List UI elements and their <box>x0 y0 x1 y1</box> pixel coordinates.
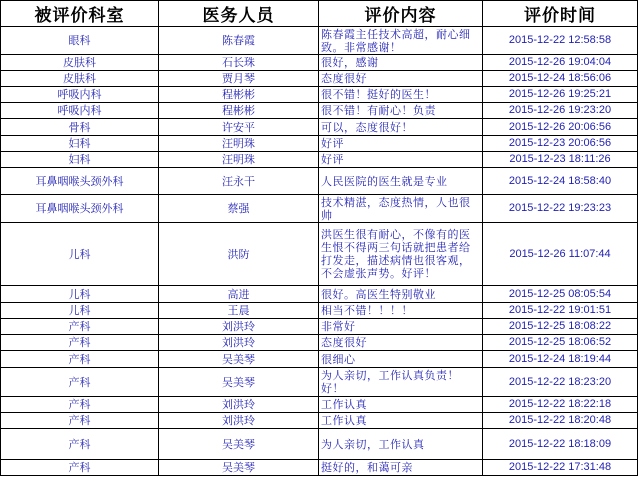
department-cell: 产科 <box>1 460 159 476</box>
department-cell: 产科 <box>1 351 159 368</box>
table-row <box>1 119 638 136</box>
table-row <box>1 429 638 460</box>
department-cell: 产科 <box>1 335 159 351</box>
column-header-content: 评价内容 <box>319 1 483 27</box>
content-cell: 非常好 <box>319 319 483 335</box>
department-cell: 妇科 <box>1 136 159 152</box>
table-row <box>1 286 638 303</box>
content-cell: 很不错！挺好的医生！ <box>319 87 483 103</box>
table-row <box>1 87 638 103</box>
department-cell: 皮肤科 <box>1 55 159 71</box>
time-cell: 2015-12-26 19:23:20 <box>483 103 638 119</box>
table-row <box>1 303 638 319</box>
staff-cell: 王晨 <box>159 303 319 319</box>
staff-cell: 吴美琴 <box>159 368 319 397</box>
staff-cell: 汪明珠 <box>159 152 319 168</box>
department-cell: 产科 <box>1 429 159 460</box>
content-cell: 很好。高医生特别敬业 <box>319 286 483 303</box>
table-row <box>1 319 638 335</box>
table-row <box>1 195 638 223</box>
table-row <box>1 335 638 351</box>
column-header-staff: 医务人员 <box>159 1 319 27</box>
content-cell: 为人亲切，工作认真负责！好！ <box>319 368 483 397</box>
staff-cell: 吴美琴 <box>159 429 319 460</box>
content-cell: 挺好的，和蔼可亲 <box>319 460 483 476</box>
staff-cell: 刘洪玲 <box>159 335 319 351</box>
time-cell: 2015-12-22 18:22:18 <box>483 397 638 413</box>
time-cell: 2015-12-22 19:23:23 <box>483 195 638 223</box>
department-cell: 儿科 <box>1 286 159 303</box>
staff-cell: 汪永干 <box>159 168 319 195</box>
content-cell: 态度很好 <box>319 71 483 87</box>
staff-cell: 高进 <box>159 286 319 303</box>
content-cell: 很好，感谢 <box>319 55 483 71</box>
time-cell: 2015-12-22 18:18:09 <box>483 429 638 460</box>
time-cell: 2015-12-22 18:20:48 <box>483 413 638 429</box>
staff-cell: 汪明珠 <box>159 136 319 152</box>
table-row <box>1 152 638 168</box>
table-row <box>1 351 638 368</box>
table-row <box>1 71 638 87</box>
column-header-time: 评价时间 <box>483 1 638 27</box>
table-row <box>1 168 638 195</box>
table-row <box>1 103 638 119</box>
staff-cell: 石长珠 <box>159 55 319 71</box>
content-cell: 洪医生很有耐心，不像有的医生恨不得两三句话就把患者给打发走，描述病情也很客观，不会虚张声势。好评！ <box>319 223 483 286</box>
department-cell: 皮肤科 <box>1 71 159 87</box>
staff-cell: 程彬彬 <box>159 103 319 119</box>
time-cell: 2015-12-25 08:05:54 <box>483 286 638 303</box>
department-cell: 产科 <box>1 397 159 413</box>
table-row <box>1 460 638 476</box>
content-cell: 技术精湛，态度热情，人也很帅 <box>319 195 483 223</box>
table-row <box>1 413 638 429</box>
staff-cell: 贾月琴 <box>159 71 319 87</box>
table-row <box>1 368 638 397</box>
department-cell: 产科 <box>1 368 159 397</box>
staff-cell: 许安平 <box>159 119 319 136</box>
time-cell: 2015-12-22 18:23:20 <box>483 368 638 397</box>
staff-cell: 吴美琴 <box>159 351 319 368</box>
staff-cell: 洪防 <box>159 223 319 286</box>
column-header-department: 被评价科室 <box>1 1 159 27</box>
time-cell: 2015-12-24 18:58:40 <box>483 168 638 195</box>
table-row <box>1 27 638 55</box>
department-cell: 儿科 <box>1 303 159 319</box>
table-row <box>1 136 638 152</box>
department-cell: 骨科 <box>1 119 159 136</box>
time-cell: 2015-12-25 18:08:22 <box>483 319 638 335</box>
time-cell: 2015-12-26 19:04:04 <box>483 55 638 71</box>
content-cell: 相当不错！！！！ <box>319 303 483 319</box>
department-cell: 产科 <box>1 319 159 335</box>
time-cell: 2015-12-24 18:56:06 <box>483 71 638 87</box>
department-cell: 儿科 <box>1 223 159 286</box>
content-cell: 态度很好 <box>319 335 483 351</box>
staff-cell: 刘洪玲 <box>159 413 319 429</box>
department-cell: 呼吸内科 <box>1 87 159 103</box>
table-row <box>1 55 638 71</box>
department-cell: 妇科 <box>1 152 159 168</box>
time-cell: 2015-12-26 11:07:44 <box>483 223 638 286</box>
staff-cell: 蔡强 <box>159 195 319 223</box>
table-body <box>1 27 638 476</box>
department-cell: 耳鼻咽喉头颈外科 <box>1 195 159 223</box>
staff-cell: 程彬彬 <box>159 87 319 103</box>
time-cell: 2015-12-26 19:25:21 <box>483 87 638 103</box>
content-cell: 陈春霞主任技术高超，耐心细致。非常感谢！ <box>319 27 483 55</box>
department-cell: 产科 <box>1 413 159 429</box>
table-row <box>1 223 638 286</box>
content-cell: 好评 <box>319 136 483 152</box>
table-header-row <box>1 1 638 27</box>
time-cell: 2015-12-22 12:58:58 <box>483 27 638 55</box>
time-cell: 2015-12-22 19:01:51 <box>483 303 638 319</box>
staff-cell: 陈春霞 <box>159 27 319 55</box>
table-row <box>1 397 638 413</box>
department-cell: 眼科 <box>1 27 159 55</box>
content-cell: 很不错！有耐心！负责 <box>319 103 483 119</box>
department-cell: 呼吸内科 <box>1 103 159 119</box>
department-cell: 耳鼻咽喉头颈外科 <box>1 168 159 195</box>
staff-cell: 吴美琴 <box>159 460 319 476</box>
staff-cell: 刘洪玲 <box>159 397 319 413</box>
content-cell: 工作认真 <box>319 413 483 429</box>
content-cell: 很细心 <box>319 351 483 368</box>
content-cell: 好评 <box>319 152 483 168</box>
time-cell: 2015-12-24 18:19:44 <box>483 351 638 368</box>
content-cell: 为人亲切，工作认真 <box>319 429 483 460</box>
time-cell: 2015-12-22 17:31:48 <box>483 460 638 476</box>
content-cell: 可以，态度很好！ <box>319 119 483 136</box>
staff-cell: 刘洪玲 <box>159 319 319 335</box>
time-cell: 2015-12-25 18:06:52 <box>483 335 638 351</box>
content-cell: 人民医院的医生就是专业 <box>319 168 483 195</box>
time-cell: 2015-12-26 20:06:56 <box>483 119 638 136</box>
time-cell: 2015-12-23 18:11:26 <box>483 152 638 168</box>
time-cell: 2015-12-23 20:06:56 <box>483 136 638 152</box>
content-cell: 工作认真 <box>319 397 483 413</box>
